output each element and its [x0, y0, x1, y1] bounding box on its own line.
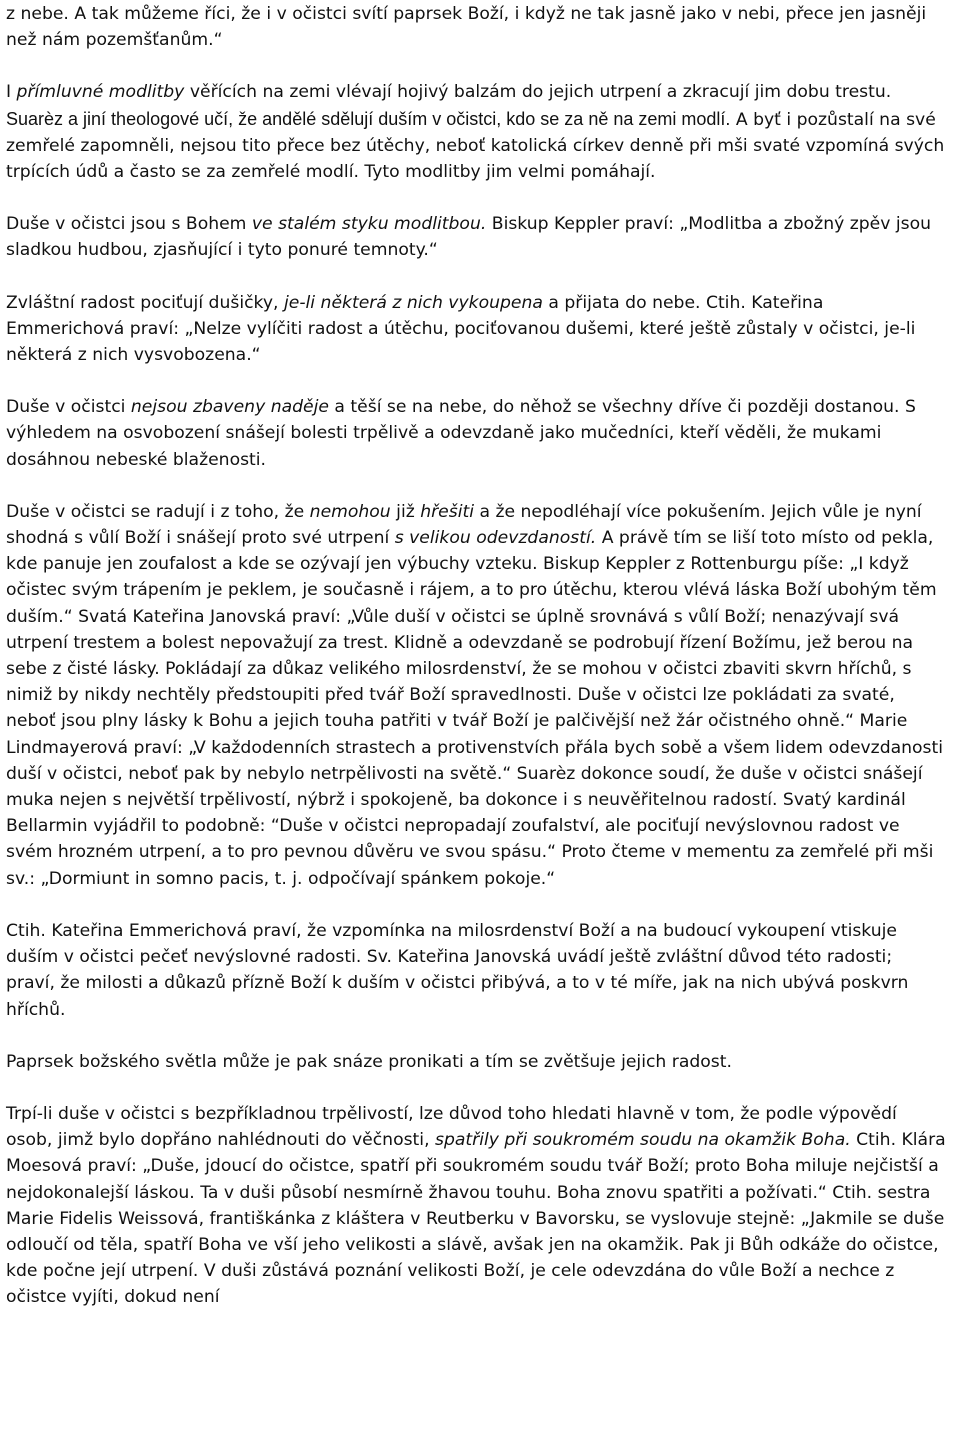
text-segment: přímluvné modlitby [16, 82, 185, 103]
text-segment: Ctih. Kateřina Emmerichová praví, že vzpomínka na milosrdenství Boží a na budoucí vykoupení vtiskuje duším v očistci pečeť nevýslovné radosti. Sv. Kateřina Janovská uvádí ještě zvláštní důvod této radosti; praví, že milosti a důkazů přízně Boží k duším v očistci přibývá, a to v té míře, jak na nich ubývá poskvrn hříchů. [6, 920, 909, 1020]
text-segment: již [390, 501, 421, 522]
paragraph-3 [6, 211, 946, 263]
text-segment: Duše v očistci se radují i z toho, že [6, 501, 310, 522]
text-segment: spatřily při soukromém soudu na okamžik Boha. [435, 1130, 851, 1151]
text-segment: Zvláštní radost pociťují dušičky, [6, 292, 284, 313]
text-segment: Paprsek božského světla může je pak snáze pronikati a tím se zvětšuje jejich radost. [6, 1051, 732, 1072]
paragraph-9 [6, 1101, 946, 1311]
text-segment: Duše v očistci [6, 397, 131, 418]
paragraph-1 [6, 1, 946, 53]
paragraph-4 [6, 290, 946, 369]
text-segment: I [6, 82, 17, 103]
paragraph-5 [6, 394, 946, 473]
text-segment: Trpí-li duše v očistci s bezpříkladnou trpělivostí, lze důvod toho hledati hlavně v tom, že podle výpovědí osob, jimž bylo dopřáno nahlédnouti do věčnosti, [6, 1103, 897, 1151]
paragraph-7 [6, 918, 946, 1023]
paragraph-2 [6, 79, 946, 185]
text-segment: ve stalém styku modlitbou. [251, 214, 487, 235]
paragraph-6 [6, 499, 946, 892]
text-segment: nejsou zbaveny naděje [130, 397, 329, 418]
text-segment: A právě tím se liší toto místo od pekla, kde panuje jen zoufalost a kde se ozývají jen výbuchy vzteku. Biskup Keppler z Rottenburgu píše: „I když očistec svým trápením je peklem, je současně i rájem, a to pro útěchu, kterou vlévá láska Boží ubohým těm duším.“ Svatá Kateřina Janovská praví: „Vůle duší v očistci se úplně srovnává s vůlí Boží; nenazývají svá utrpení trestem a bolest nepovažují za trest. Klidně a odevzdaně se podrobují řízení Božímu, jež berou na sebe z čisté lásky. Pokládají za důkaz velikého milosrdenství, že se mohou v očistci zbaviti skvrn hříchů, s nimiž by nikdy nechtěly předstoupiti před tvář Boží spravedlnosti. Duše v očistci lze pokládati za svaté, neboť jsou plny lásky k Bohu a jejich touha patřiti v tvář Boží je palčivější než žár očistného ohně.“ Marie Lindmayerová praví: „V každodenních strastech a protivenstvích přála bych sobě a všem lidem odevzdanosti duší v očistci, neboť pak by nebylo netrpělivosti na světě.“ Suarèz dokonce soudí, že duše v očistci snášejí muka nejen s největší trpělivostí, nýbrž i spokojeně, ba dokonce i s neuvěřitelnou radostí. Svatý kardinál Bellarmin vyjádřil to podobně: “Duše v očistci nepropadají zoufalství, ale pociťují nevýslovnou radost ve svém hrozném utrpení, a to pro pevnou důvěru ve svou spásu.“ Proto čteme v mementu za zemřelé při mši sv.: „Dormiunt in somno pacis, t. j. odpočívají spánkem pokoje.“ [6, 528, 944, 889]
text-segment: Ctih. Klára Moesová praví: „Duše, jdoucí do očistce, spatří při soukromém soudu tvář Boží; proto Boha miluje nejčistší a nejdokonalejší láskou. Ta v duši působí nesmírně žhavou touhu. Boha znovu spatřiti a požívati.“ Ctih. sestra Marie Fidelis Weissová, františkánka z kláštera v Reutberku v Bavorsku, se vyslovuje stejně: „Jakmile se duše odloučí od těla, spatří Boha ve vší jeho velikosti a slávě, avšak jen na okamžik. Pak ji Bůh odkáže do očistce, kde počne její utrpení. V duši zůstává poznání velikosti Boží, je cele odevzdána do vůle Boží a nechce z očistce vyjíti, dokud není [6, 1130, 946, 1308]
text-segment: Biskup Keppler praví: „Modlitba a zbožný zpěv jsou sladkou hudbou, zjasňující i tyto ponuré temnoty.“ [6, 214, 932, 261]
text-segment: a těší se na nebe, do něhož se všechny dříve či později dostanou. S výhledem na osvobození snášejí bolesti trpělivě a odevzdaně jako mučedníci, kteří věděli, že mukami dosáhnou nebeské blaženosti. [6, 397, 916, 470]
text-segment: věřících na zemi vlévají hojivý balzám do jejich utrpení a zkracují jim dobu trestu. [184, 82, 892, 103]
text-segment: je-li některá z nich vykoupena [283, 292, 543, 313]
text-segment: hřešiti [420, 501, 474, 522]
text-segment: nemohou [309, 501, 391, 522]
text-segment: Suarèz a jiní theologové učí, že andělé sdělují duším v očistci, kdo se za ně na zemi modlí. [6, 108, 731, 129]
text-segment: s velikou odevzdaností. [394, 528, 597, 549]
text-segment: a přijata do nebe. Ctih. Kateřina Emmerichová praví: „Nelze vylíčiti radost a útěchu, pociťovanou dušemi, které ještě zůstaly v očistci, je-li některá z nich vysvobozena.“ [6, 292, 916, 366]
paragraph-8 [6, 1049, 946, 1075]
text-segment: A byť i pozůstalí na své zemřelé zapomněli, nejsou tito přece bez útěchy, neboť katolická církev denně při mši svaté vzpomíná svých trpících údů a často se za zemřelé modlí. Tyto modlitby jim velmi pomáhají. [6, 109, 945, 183]
text-segment: a že nepodléhají více pokušením. Jejich vůle je nyní shodná s vůlí Boží i snášejí proto své utrpení [6, 501, 922, 549]
text-segment: z nebe. A tak můžeme říci, že i v očistci svítí paprsek Boží, i když ne tak jasně jako v nebi, přece jen jasněji než nám pozemšťanům.“ [6, 4, 927, 51]
text-segment: Duše v očistci jsou s Bohem [6, 214, 252, 235]
